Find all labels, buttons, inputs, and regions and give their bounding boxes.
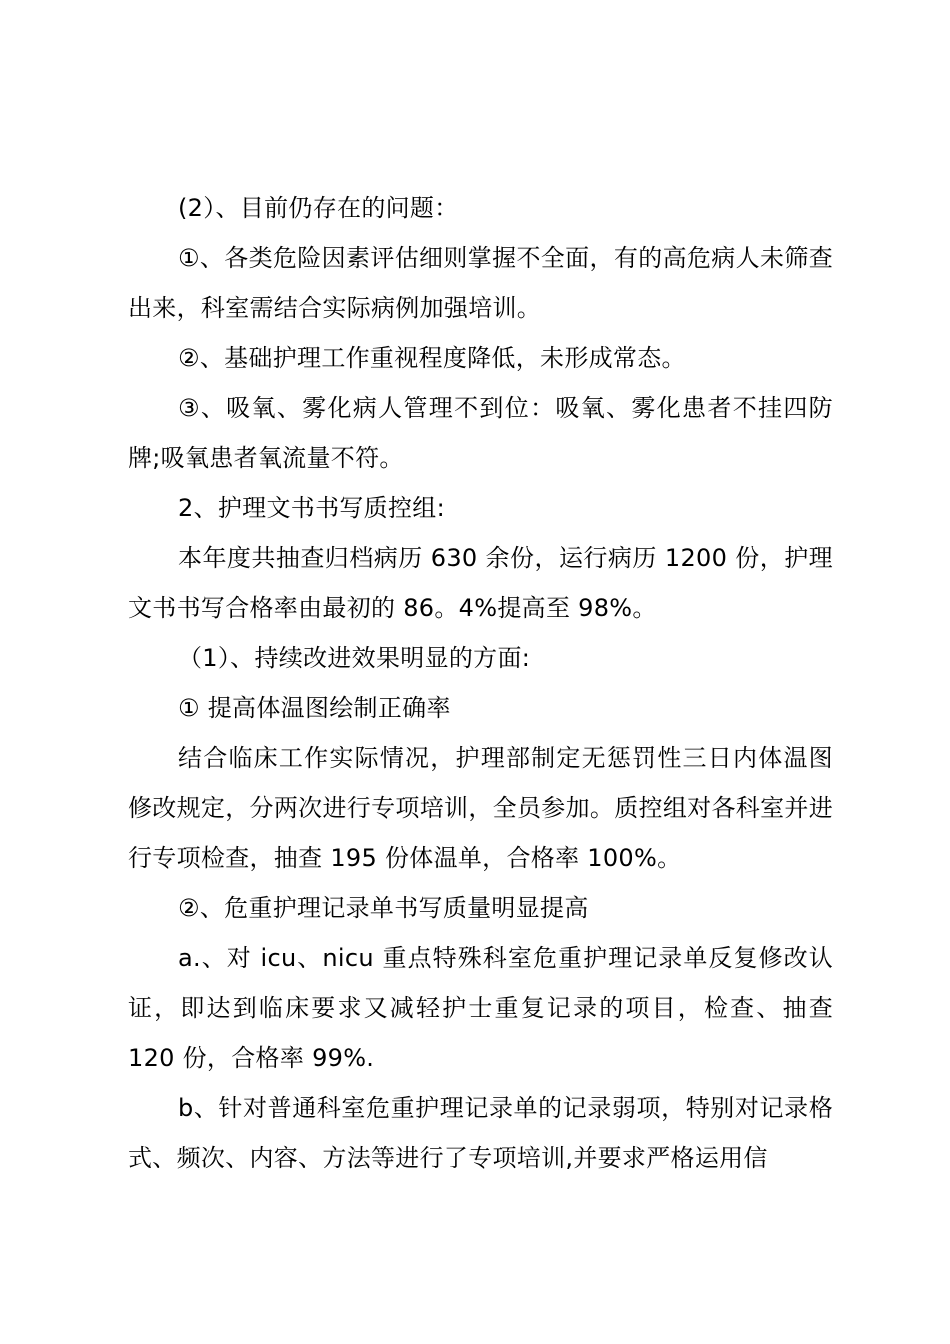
paragraph-problem-3: ③、吸氧、雾化病人管理不到位：吸氧、雾化患者不挂四防牌;吸氧患者氧流量不符。 bbox=[128, 394, 833, 472]
paragraph-problems-heading: (2）、目前仍存在的问题： bbox=[178, 194, 459, 222]
paragraph-improvement-1-body: 结合临床工作实际情况，护理部制定无惩罚性三日内体温图修改规定，分两次进行专项培训，全员参加。质控组对各科室并进行专项检查，抽查 195 份体温单，合格率 100%。 bbox=[128, 744, 833, 872]
paragraph-improvement-2-heading: ②、危重护理记录单书写质量明显提高 bbox=[178, 894, 589, 922]
paragraph-improvement-2a: a.、对 icu、nicu 重点特殊科室危重护理记录单反复修改认证，即达到临床要求又减轻护士重复记录的项目，检查、抽查 120 份，合格率 99%. bbox=[128, 944, 833, 1072]
paragraph-problem-1: ①、各类危险因素评估细则掌握不全面，有的高危病人未筛查出来，科室需结合实际病例加强培训。 bbox=[128, 244, 833, 322]
paragraph-improvement-1-heading: ① 提高体温图绘制正确率 bbox=[178, 694, 451, 722]
paragraph-improvement-2b: b、针对普通科室危重护理记录单的记录弱项，特别对记录格式、频次、内容、方法等进行了专项培训,并要求严格运用信 bbox=[128, 1094, 833, 1172]
paragraph-problem-2: ②、基础护理工作重视程度降低，未形成常态。 bbox=[178, 344, 686, 372]
paragraph-audit-summary: 本年度共抽查归档病历 630 余份，运行病历 1200 份，护理文书书写合格率由最初的 86。4%提高至 98%。 bbox=[128, 544, 833, 622]
paragraph-improvements-heading: （1）、持续改进效果明显的方面: bbox=[178, 644, 531, 672]
paragraph-section-2-heading: 2、护理文书书写质控组: bbox=[178, 494, 445, 522]
document-body bbox=[128, 183, 833, 1183]
